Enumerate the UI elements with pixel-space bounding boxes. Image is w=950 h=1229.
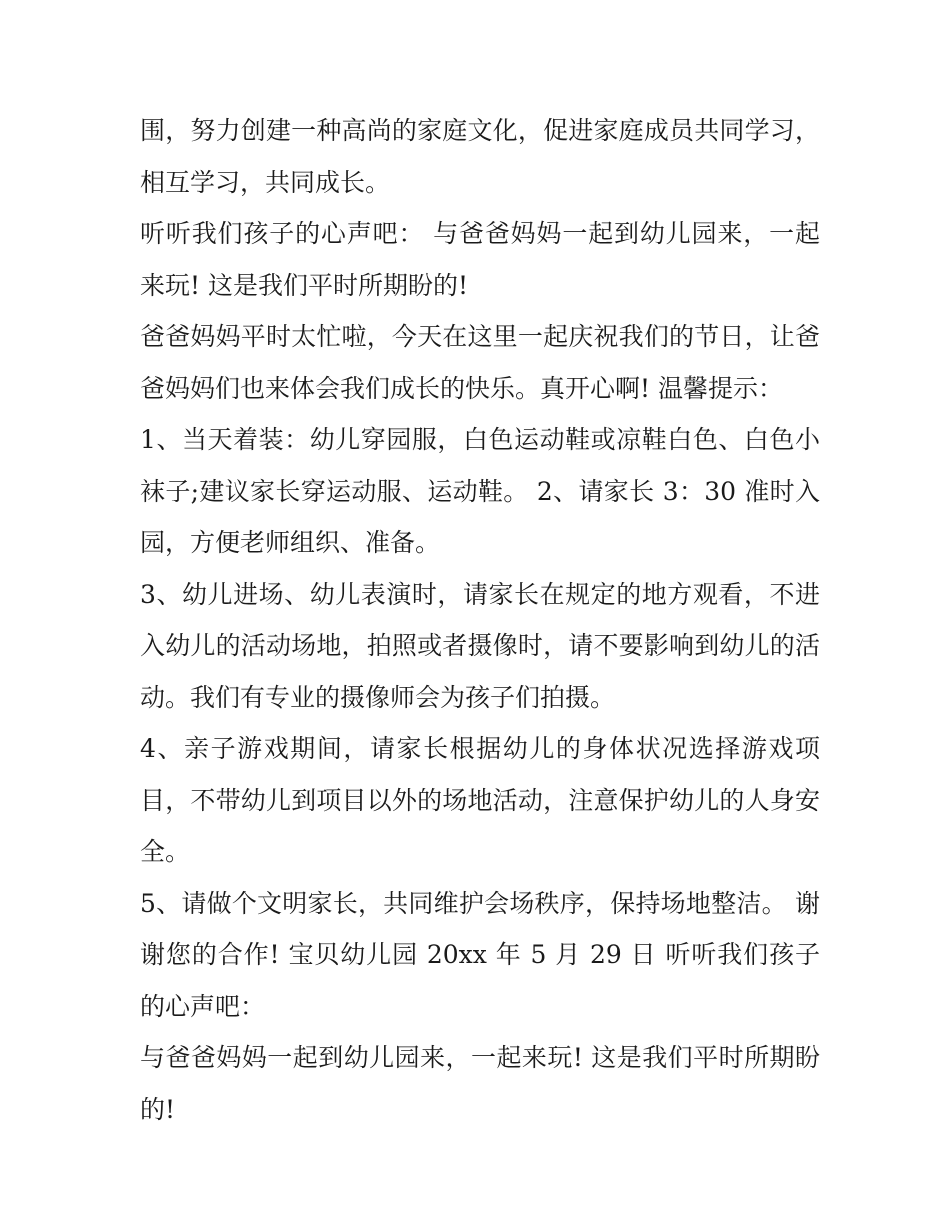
paragraph-parents-busy: 爸爸妈妈平时太忙啦，今天在这里一起庆祝我们的节日，让爸爸妈妈们也来体会我们成长的快乐。真开心啊! 温馨提示：	[140, 322, 820, 403]
paragraph-tip-1-2: 1、当天着装：幼儿穿园服，白色运动鞋或凉鞋白色、白色小袜子;建议家长穿运动服、运动鞋。 2、请家长 3：30 准时入园，方便老师组织、准备。	[140, 425, 820, 557]
paragraph-tip-5: 5、请做个文明家长，共同维护会场秩序，保持场地整洁。 谢谢您的合作! 宝贝幼儿园 20xx 年 5 月 29 日 听听我们孩子的心声吧：	[140, 888, 820, 1021]
paragraph-tip-4: 4、亲子游戏期间，请家长根据幼儿的身体状况选择游戏项目，不带幼儿到项目以外的场地活动，注意保护幼儿的人身安全。	[140, 734, 820, 866]
paragraph-closing: 与爸爸妈妈一起到幼儿园来，一起来玩! 这是我们平时所期盼的!	[140, 1043, 820, 1124]
paragraph-children-voice: 听听我们孩子的心声吧： 与爸爸妈妈一起到幼儿园来，一起来玩! 这是我们平时所期盼的!	[140, 219, 820, 300]
paragraph-tip-3: 3、幼儿进场、幼儿表演时，请家长在规定的地方观看，不进入幼儿的活动场地，拍照或者摄像时，请不要影响到幼儿的活动。我们有专业的摄像师会为孩子们拍摄。	[140, 579, 820, 712]
paragraph-family-culture: 围，努力创建一种高尚的家庭文化，促进家庭成员共同学习，相互学习，共同成长。	[140, 116, 820, 197]
document-body	[140, 105, 820, 1135]
